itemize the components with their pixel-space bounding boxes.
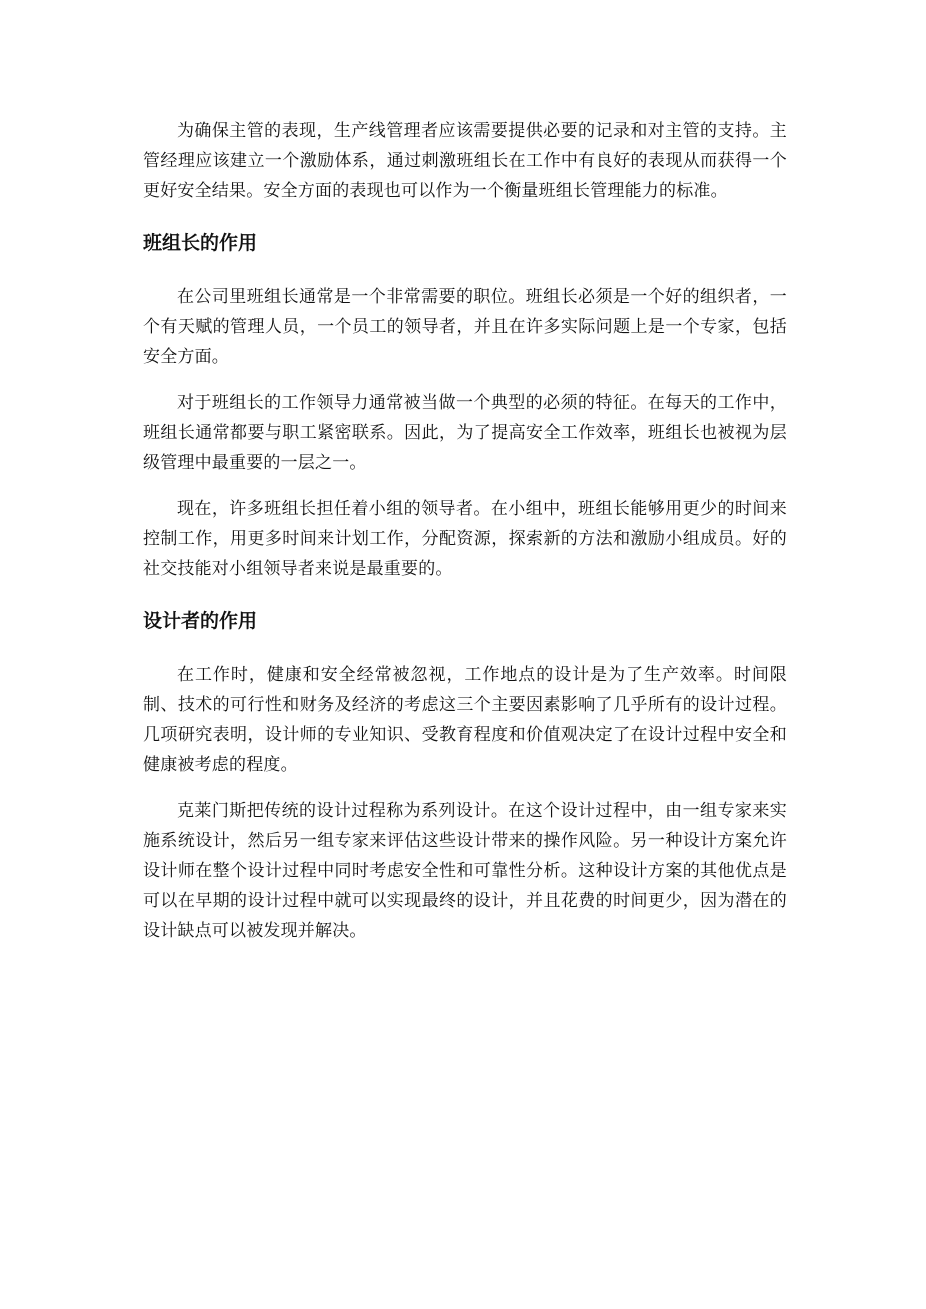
paragraph-intro-supervisor-support: 为确保主管的表现，生产线管理者应该需要提供必要的记录和对主管的支持。主管经理应该建立一个激励体系，通过刺激班组长在工作中有良好的表现从而获得一个更好安全结果。安全方面的表现也可以作为一个衡量班组长管理能力的标准。 (143, 121, 787, 201)
paragraph-designer-factors: 在工作时，健康和安全经常被忽视，工作地点的设计是为了生产效率。时间限制、技术的可行性和财务及经济的考虑这三个主要因素影响了几乎所有的设计过程。几项研究表明，设计师的专业知识、受教育程度和价值观决定了在设计过程中安全和健康被考虑的程度。 (143, 665, 787, 775)
section-heading-designer-role: 设计者的作用 (143, 610, 258, 632)
document-body (143, 116, 787, 962)
paragraph-designer-process: 克莱门斯把传统的设计过程称为系列设计。在这个设计过程中，由一组专家来实施系统设计，然后另一组专家来评估这些设计带来的操作风险。另一种设计方案允许设计师在整个设计过程中同时考虑安全性和可靠性分析。这种设计方案的其他优点是可以在早期的设计过程中就可以实现最终的设计，并且花费的时间更少，因为潜在的设计缺点可以被发现并解决。 (143, 801, 787, 941)
paragraph-team-leader-position: 在公司里班组长通常是一个非常需要的职位。班组长必须是一个好的组织者，一个有天赋的管理人员，一个员工的领导者，并且在许多实际问题上是一个专家，包括安全方面。 (143, 287, 787, 367)
paragraph-team-leader-leadership: 对于班组长的工作领导力通常被当做一个典型的必须的特征。在每天的工作中，班组长通常都要与职工紧密联系。因此，为了提高安全工作效率，班组长也被视为层级管理中最重要的一层之一。 (143, 393, 787, 473)
paragraph-team-leader-group: 现在，许多班组长担任着小组的领导者。在小组中，班组长能够用更少的时间来控制工作，用更多时间来计划工作，分配资源，探索新的方法和激励小组成员。好的社交技能对小组领导者来说是最重要的。 (143, 499, 787, 579)
section-heading-team-leader-role: 班组长的作用 (143, 232, 258, 254)
